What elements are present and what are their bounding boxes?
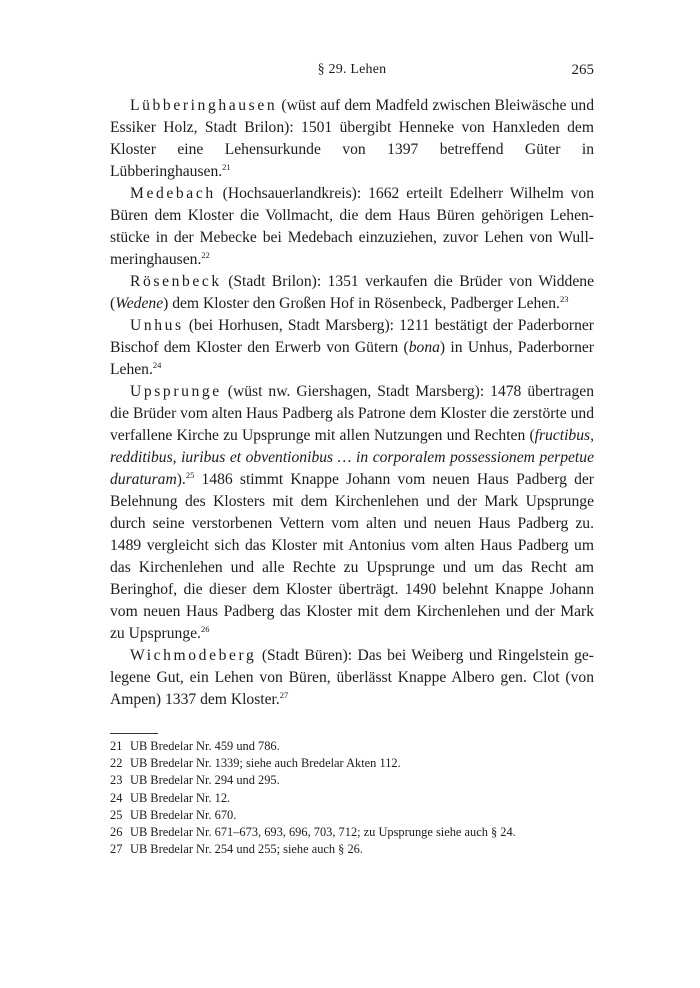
- entry-unhus: [110, 315, 594, 381]
- place-name: Unhus: [130, 317, 184, 334]
- entry-text: ).: [176, 471, 186, 488]
- footnote-number: 27: [110, 842, 123, 857]
- footnote: [110, 841, 594, 858]
- place-name: Rösenbeck: [130, 273, 222, 290]
- latin-quote: fructibus, redditibus, iuribus et obventionibus … in corporalem possessionem perpetue duraturam: [110, 427, 594, 488]
- entry-wichmodeberg: [110, 645, 594, 711]
- footnote: [110, 824, 594, 841]
- entry-text: ) dem Kloster den Großen Hof in Rösenbeck, Padberger Lehen.: [163, 295, 560, 312]
- footnote-number: 23: [110, 773, 123, 788]
- place-name: Wichmodeberg: [130, 647, 257, 664]
- entry-text: (wüst auf dem Madfeld zwischen Bleiwäsche und Essiker Holz, Stadt Brilon): 1501 übergibt Henneke von Hanxleden dem Kloster eine Lehensurkunde von 1397 betreffend Güter in Lübberinghausen.: [110, 97, 594, 180]
- entry-luebberinghausen: [110, 95, 594, 183]
- footnote-number: 26: [110, 825, 123, 840]
- page-header: [110, 62, 594, 84]
- footnote-text: UB Bredelar Nr. 670.: [130, 807, 237, 822]
- footnote-ref: 24: [152, 360, 162, 370]
- entry-upsprunge: [110, 381, 594, 645]
- footnote-ref: 23: [559, 294, 569, 304]
- footnote-text: UB Bredelar Nr. 254 und 255; siehe auch § 26.: [130, 842, 363, 857]
- footnote: [110, 772, 594, 789]
- footnote-text: UB Bredelar Nr. 459 und 786.: [130, 739, 280, 753]
- entry-text: (Hochsauerlandkreis): 1662 erteilt Edelherr Wilhelm von Büren dem Kloster die Vollmacht, die dem Haus Büren gehörigen Lehenstücke in der Mebecke bei Medebach einzuziehen, zuvor Lehen von Wullmeringhausen.: [110, 185, 594, 268]
- footnote-ref: 22: [201, 250, 210, 260]
- footnote-number: 24: [110, 790, 123, 805]
- place-name: Upsprunge: [130, 383, 222, 400]
- footnote-text: UB Bredelar Nr. 1339; siehe auch Bredelar Akten 112.: [130, 756, 401, 771]
- footnote: [110, 790, 594, 807]
- footnote-number: 21: [110, 739, 123, 753]
- footnote-ref: 25: [185, 470, 195, 480]
- page-number: 265: [571, 62, 594, 78]
- entry-text: (wüst nw. Giershagen, Stadt Marsberg): 1478 übertragen die Brüder vom alten Haus Padberg als Patrone dem Kloster die zerstörte und verfallene Kirche zu Upsprunge mit allen Nutzungen und Rechten (: [110, 383, 594, 444]
- footnote-text: UB Bredelar Nr. 294 und 295.: [130, 773, 280, 788]
- footnote-ref: 21: [222, 162, 231, 172]
- entry-text: (Stadt Büren): Das bei Weiberg und Ringelstein gelegene Gut, ein Lehen von Büren, überlässt Knappe Albero gen. Clot (von Ampen) 1337 dem Kloster.: [110, 647, 594, 708]
- footnote: [110, 807, 594, 824]
- entry-medebach: [110, 183, 594, 271]
- footnote-separator: [110, 733, 158, 734]
- footnote-ref: 26: [200, 624, 210, 634]
- entry-text: ) in Unhus, Paderborner Lehen.: [110, 339, 594, 378]
- footnote-number: 22: [110, 756, 123, 771]
- footnote-text: UB Bredelar Nr. 671–673, 693, 696, 703, 712; zu Upsprunge siehe auch § 24.: [130, 825, 516, 840]
- footnote: [110, 738, 594, 755]
- place-name: Medebach: [130, 185, 216, 202]
- footnotes: [110, 738, 594, 858]
- main-text: [110, 95, 594, 711]
- place-name: Lübberinghausen: [130, 97, 278, 114]
- entry-text: (bei Horhusen, Stadt Marsberg): 1211 bestätigt der Paderborner Bischof dem Kloster den Erwerb von Gütern (: [110, 317, 594, 356]
- running-head: § 29. Lehen: [317, 62, 387, 77]
- italic-term: bona: [408, 339, 440, 356]
- entry-text: (Stadt Brilon): 1351 verkaufen die Brüder von Widdene (: [110, 273, 594, 312]
- entry-text: 1486 stimmt Knappe Johann vom neuen Haus Padberg der Belehnung des Klosters mit dem Kirchenlehen und der Mark Upsprunge durch seine verstorbenen Vettern vom alten und neuen Haus Padberg zu. 1489 vergleicht sich das Kloster mit Antonius vom alten Haus Padberg um das Kirchenlehen und alle Rechte zu Upsprunge und um das Recht am Beringhof, die dieser dem Kloster überträgt. 1490 belehnt Knappe Johann vom neuen Haus Padberg das Kloster mit dem Kirchenlehen und der Mark zu Upsprunge.: [110, 471, 594, 642]
- italic-term: Wedene: [115, 295, 164, 312]
- footnote: [110, 755, 594, 772]
- footnote-ref: 27: [279, 690, 289, 700]
- entry-roesenbeck: [110, 271, 594, 315]
- footnote-text: UB Bredelar Nr. 12.: [130, 790, 231, 805]
- footnote-number: 25: [110, 807, 123, 822]
